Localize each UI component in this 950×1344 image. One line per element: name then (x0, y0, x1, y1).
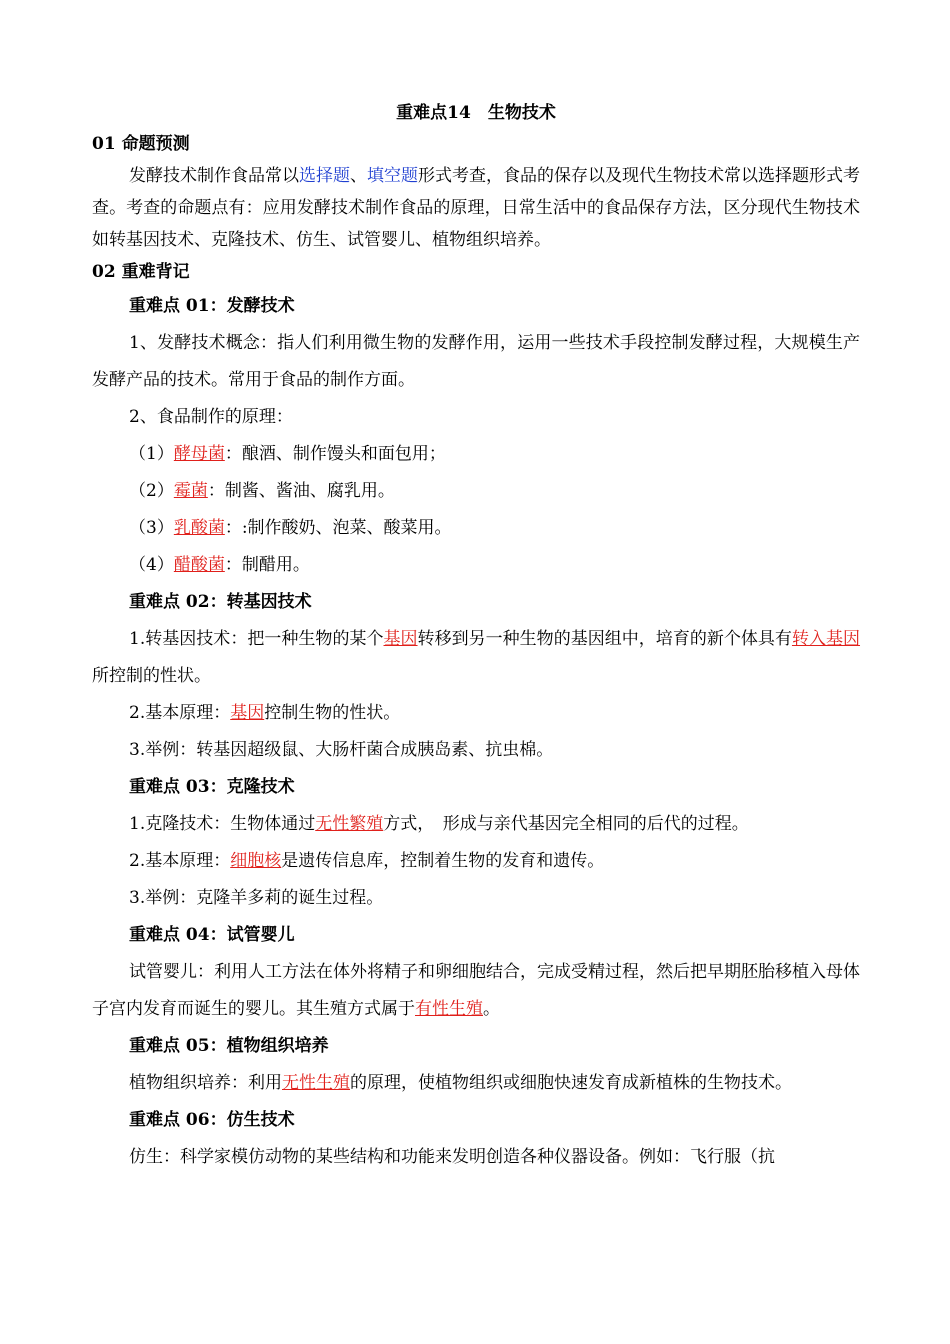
document-page (92, 98, 860, 1176)
fermentation-concept: 1、发酵技术概念：指人们利用微生物的发酵作用，运用一些技术手段控制发酵过程，大规模生产发酵产品的技术。常用于食品的制作方面。 (92, 333, 860, 390)
term-gene: 基因 (383, 629, 418, 649)
text-span: 试管婴儿：利用人工方法在体外将精子和卵细胞结合，完成受精过程，然后把早期胚胎移植入母体子宫内发育而诞生的婴儿。其生殖方式属于 (92, 962, 860, 1019)
point-heading-fermentation: 重难点 01：发酵技术 (129, 296, 295, 316)
text-span: 植物组织培养：利用 (129, 1073, 282, 1093)
point-heading-transgenic: 重难点 02：转基因技术 (129, 592, 312, 612)
prediction-paragraph (92, 160, 860, 256)
point-heading-tissue-culture: 重难点 05：植物组织培养 (129, 1036, 329, 1056)
term-lactobacillus: 乳酸菌 (173, 518, 225, 538)
item-desc: ：制醋用。 (224, 555, 310, 575)
text-span: 1.克隆技术：生物体通过 (129, 814, 316, 834)
item-desc: ：制酱、酱油、腐乳用。 (207, 481, 395, 501)
point-heading-ivf: 重难点 04：试管婴儿 (129, 925, 295, 945)
section-heading-memorize: 02 重难背记 (92, 262, 190, 282)
text-span: 2.基本原理： (129, 851, 231, 871)
term-gene: 基因 (230, 703, 265, 723)
transgenic-principle (92, 695, 860, 732)
term-transferred-gene: 转入基因 (791, 629, 861, 649)
ivf-paragraph (92, 954, 860, 1028)
text-span: 1.转基因技术：把一种生物的某个 (129, 629, 384, 649)
text-span: 转移到另一种生物的基因组中，培育的新个体具有 (417, 629, 792, 649)
prediction-text-end: 形式考查，食品的保存以及现代生物技术常以选择题形式考查。考查的命题点有：应用发酵技术制作食品的原理，日常生活中的食品保存方法，区分现代生物技术如转基因技术、克隆技术、仿生、试管婴儿、植物组织培养。 (92, 166, 860, 250)
term-sexual-reproduction: 有性生殖 (415, 999, 483, 1019)
transgenic-definition (92, 621, 860, 695)
item-number: （2） (129, 481, 174, 501)
item-number: （3） (129, 518, 174, 538)
list-item (92, 547, 860, 584)
section-heading-prediction: 01 命题预测 (92, 134, 190, 154)
prediction-text-start: 发酵技术制作食品常以 (129, 166, 299, 186)
text-span: 的原理，使植物组织或细胞快速发育成新植株的生物技术。 (350, 1073, 792, 1093)
text-span: 。 (483, 999, 500, 1019)
page-title: 重难点14 生物技术 (396, 103, 556, 123)
cloning-example: 3.举例：克隆羊多莉的诞生过程。 (129, 888, 384, 908)
text-span: 所控制的性状。 (92, 666, 211, 686)
point-heading-bionics: 重难点 06：仿生技术 (129, 1110, 295, 1130)
prediction-separator: 、 (350, 166, 367, 186)
item-desc: ：:制作酸奶、泡菜、酸菜用。 (224, 518, 452, 538)
list-item (92, 473, 860, 510)
term-nucleus: 细胞核 (230, 851, 282, 871)
bionics-paragraph: 仿生：科学家模仿动物的某些结构和功能来发明创造各种仪器设备。例如：飞行服（抗 (129, 1147, 775, 1167)
term-asexual-reproduction: 无性繁殖 (315, 814, 384, 834)
text-span: 2.基本原理： (129, 703, 231, 723)
term-mold: 霉菌 (173, 481, 208, 501)
item-number: （1） (129, 444, 174, 464)
term-asexual-reproduction: 无性生殖 (282, 1073, 350, 1093)
tissue-culture-paragraph (92, 1065, 860, 1102)
text-span: 方式， 形成与亲代基因完全相同的后代的过程。 (383, 814, 749, 834)
text-span: 控制生物的性状。 (264, 703, 401, 723)
list-item (92, 510, 860, 547)
item-desc: ：酿酒、制作馒头和面包用； (224, 444, 446, 464)
cloning-principle (92, 843, 860, 880)
list-item (92, 436, 860, 473)
food-principle-label: 2、食品制作的原理： (129, 407, 293, 427)
transgenic-examples: 3.举例：转基因超级鼠、大肠杆菌合成胰岛素、抗虫棉。 (129, 740, 554, 760)
term-acetobacter: 醋酸菌 (173, 555, 225, 575)
term-yeast: 酵母菌 (173, 444, 225, 464)
text-span: 是遗传信息库，控制着生物的发育和遗传。 (281, 851, 605, 871)
point-heading-cloning: 重难点 03：克隆技术 (129, 777, 295, 797)
choice-question-link: 选择题 (299, 166, 350, 186)
item-number: （4） (129, 555, 174, 575)
fill-blank-link: 填空题 (367, 166, 418, 186)
cloning-definition (92, 806, 860, 843)
